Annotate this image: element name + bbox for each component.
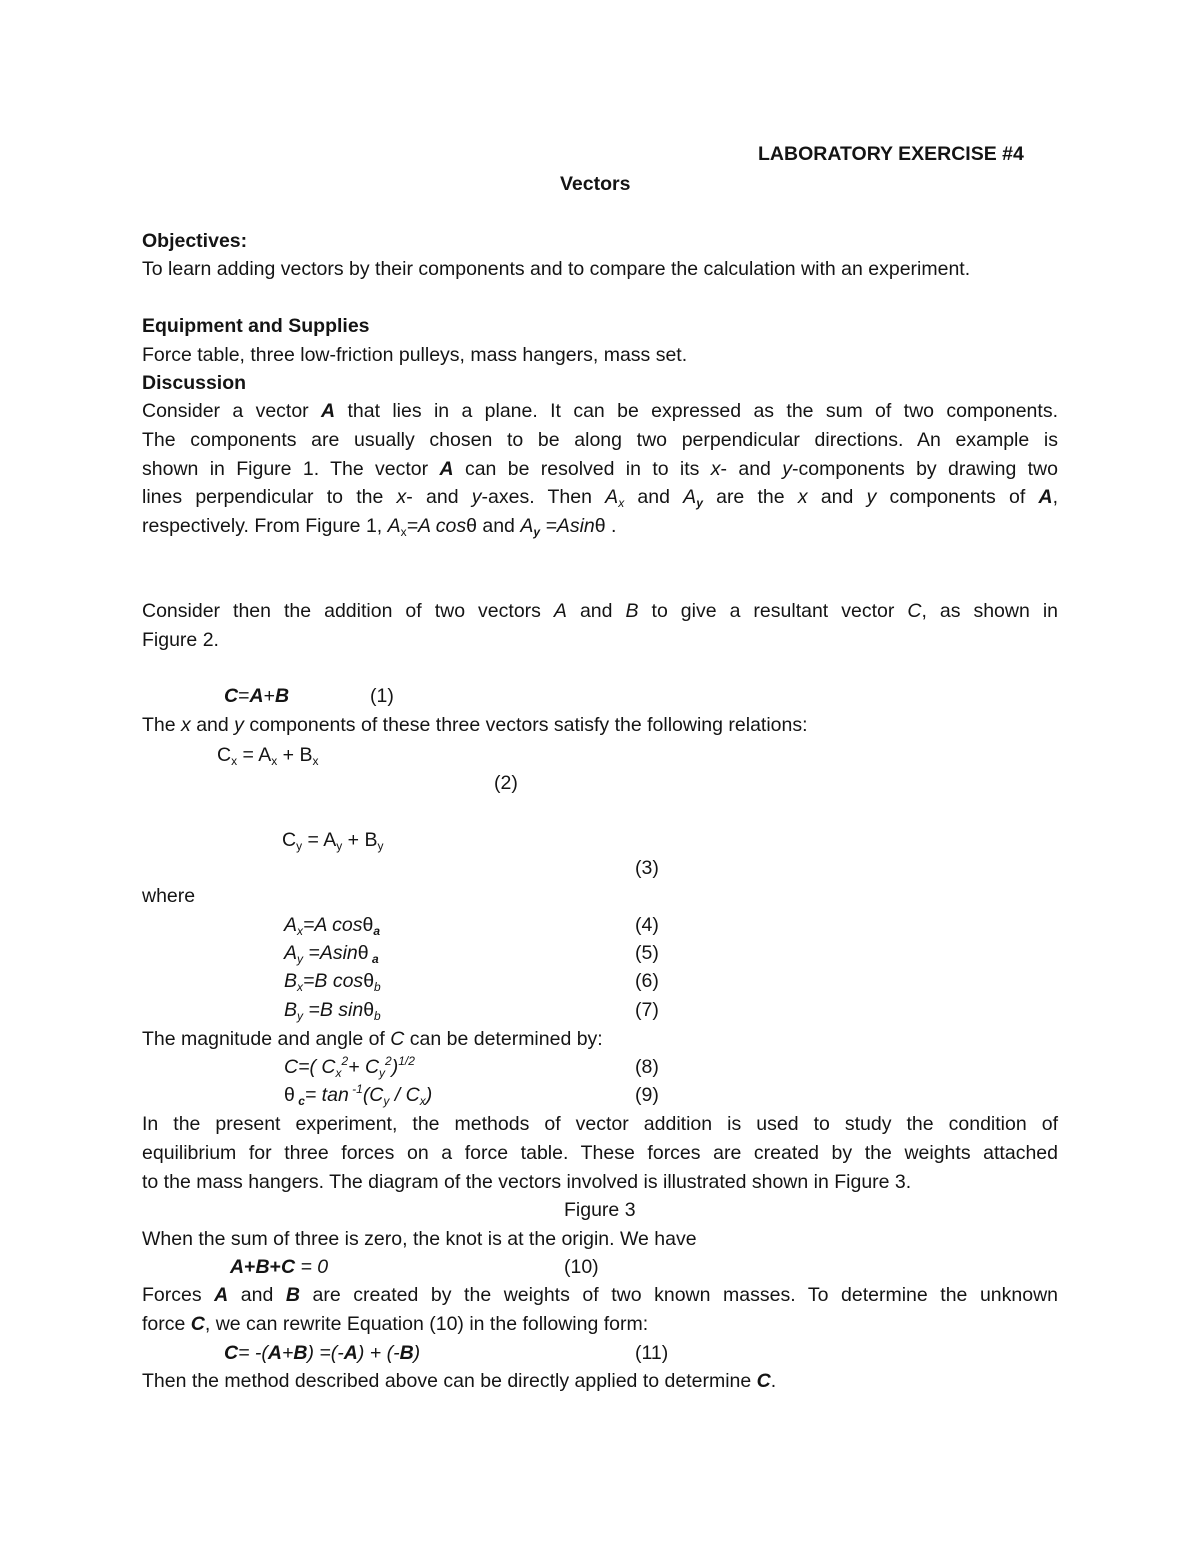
forces-line-2: force C, we can rewrite Equation (10) in the following form: bbox=[142, 1313, 649, 1335]
equation-5-number: (5) bbox=[635, 942, 659, 964]
equation-11-number: (11) bbox=[635, 1342, 669, 1364]
equation-4-number: (4) bbox=[635, 914, 659, 936]
equation-6: $B_x=B$ cosθ$_b$ bbox=[284, 970, 381, 994]
experiment-line-2: equilibrium for three forces on a force table. These forces are created by the weights attached bbox=[142, 1142, 1058, 1164]
experiment-line-1: In the present experiment, the methods of vector addition is used to study the condition of bbox=[142, 1113, 1058, 1135]
final-line: Then the method described above can be directly applied to determine C. bbox=[142, 1370, 777, 1392]
equation-3-number: (3) bbox=[635, 857, 659, 879]
experiment-line-3: to the mass hangers. The diagram of the vectors involved is illustrated shown in Figure 3. bbox=[142, 1171, 912, 1193]
equation-10: A+B+C = 0 bbox=[230, 1256, 329, 1278]
addition-line-2: Figure 2. bbox=[142, 629, 219, 651]
equation-1-number: (1) bbox=[370, 685, 394, 707]
discussion-line-4: lines perpendicular to the x- and y-axes. Then $A_x$ and $A_y$ are the x and y components of A, bbox=[142, 486, 1059, 510]
discussion-line-3: shown in Figure 1. The vector A can be resolved in to its x- and y-components by drawing two bbox=[142, 458, 1058, 480]
discussion-heading: Discussion bbox=[142, 372, 247, 394]
magnitude-intro: The magnitude and angle of C can be determined by: bbox=[142, 1028, 603, 1050]
equation-8: C=( $C_x^2+ C_y^2)^{1/2}$ bbox=[284, 1054, 415, 1080]
addition-line-1: Consider then the addition of two vectors A and B to give a resultant vector C, as shown in bbox=[142, 600, 1059, 622]
equation-9: θ $_c= \tan ^{-1}(C_y / C_x)$ bbox=[284, 1082, 433, 1108]
equation-3: $C_y = A_y + B_y$ bbox=[282, 829, 384, 853]
equation-11: C= -(A+B) =(-A) + (-B) bbox=[224, 1342, 421, 1364]
objectives-text: To learn adding vectors by their components and to compare the calculation with an experiment. bbox=[142, 258, 971, 280]
equation-2: $C_x = A_x + B_x$ bbox=[217, 744, 319, 768]
equation-1: C=A+B bbox=[224, 685, 290, 707]
equation-7-number: (7) bbox=[635, 999, 659, 1021]
lab-title: LABORATORY EXERCISE #4 bbox=[758, 143, 1024, 165]
where-label: where bbox=[142, 885, 196, 907]
equilibrium-text: When the sum of three is zero, the knot is at the origin. We have bbox=[142, 1228, 697, 1250]
forces-line-1: Forces A and B are created by the weights of two known masses. To determine the unknown bbox=[142, 1284, 1058, 1306]
equation-2-number: (2) bbox=[494, 772, 518, 794]
objectives-heading: Objectives: bbox=[142, 230, 248, 252]
equation-4: $A_x=A$ cosθ$_a$ bbox=[284, 914, 380, 938]
equipment-heading: Equipment and Supplies bbox=[142, 315, 370, 337]
components-intro: The x and y components of these three vectors satisfy the following relations: bbox=[142, 714, 808, 736]
discussion-line-5: respectively. From Figure 1, $A_x=A$ cosθ and $A_y =Asin\theta$ . bbox=[142, 515, 617, 539]
figure-3-caption: Figure 3 bbox=[564, 1199, 636, 1221]
discussion-line-2: The components are usually chosen to be along two perpendicular directions. An example is bbox=[142, 429, 1058, 451]
discussion-line-1: Consider a vector A that lies in a plane. It can be expressed as the sum of two components. bbox=[142, 400, 1058, 422]
equation-10-number: (10) bbox=[564, 1256, 599, 1278]
equation-8-number: (8) bbox=[635, 1056, 659, 1078]
equation-5: $A_y =Asin\theta$ $_a$ bbox=[284, 942, 379, 966]
equation-6-number: (6) bbox=[635, 970, 659, 992]
page-subtitle: Vectors bbox=[560, 173, 631, 195]
equation-7: $B_y =B$ sinθ$_b$ bbox=[284, 999, 381, 1023]
equipment-text: Force table, three low-friction pulleys, mass hangers, mass set. bbox=[142, 344, 688, 366]
equation-9-number: (9) bbox=[635, 1084, 659, 1106]
